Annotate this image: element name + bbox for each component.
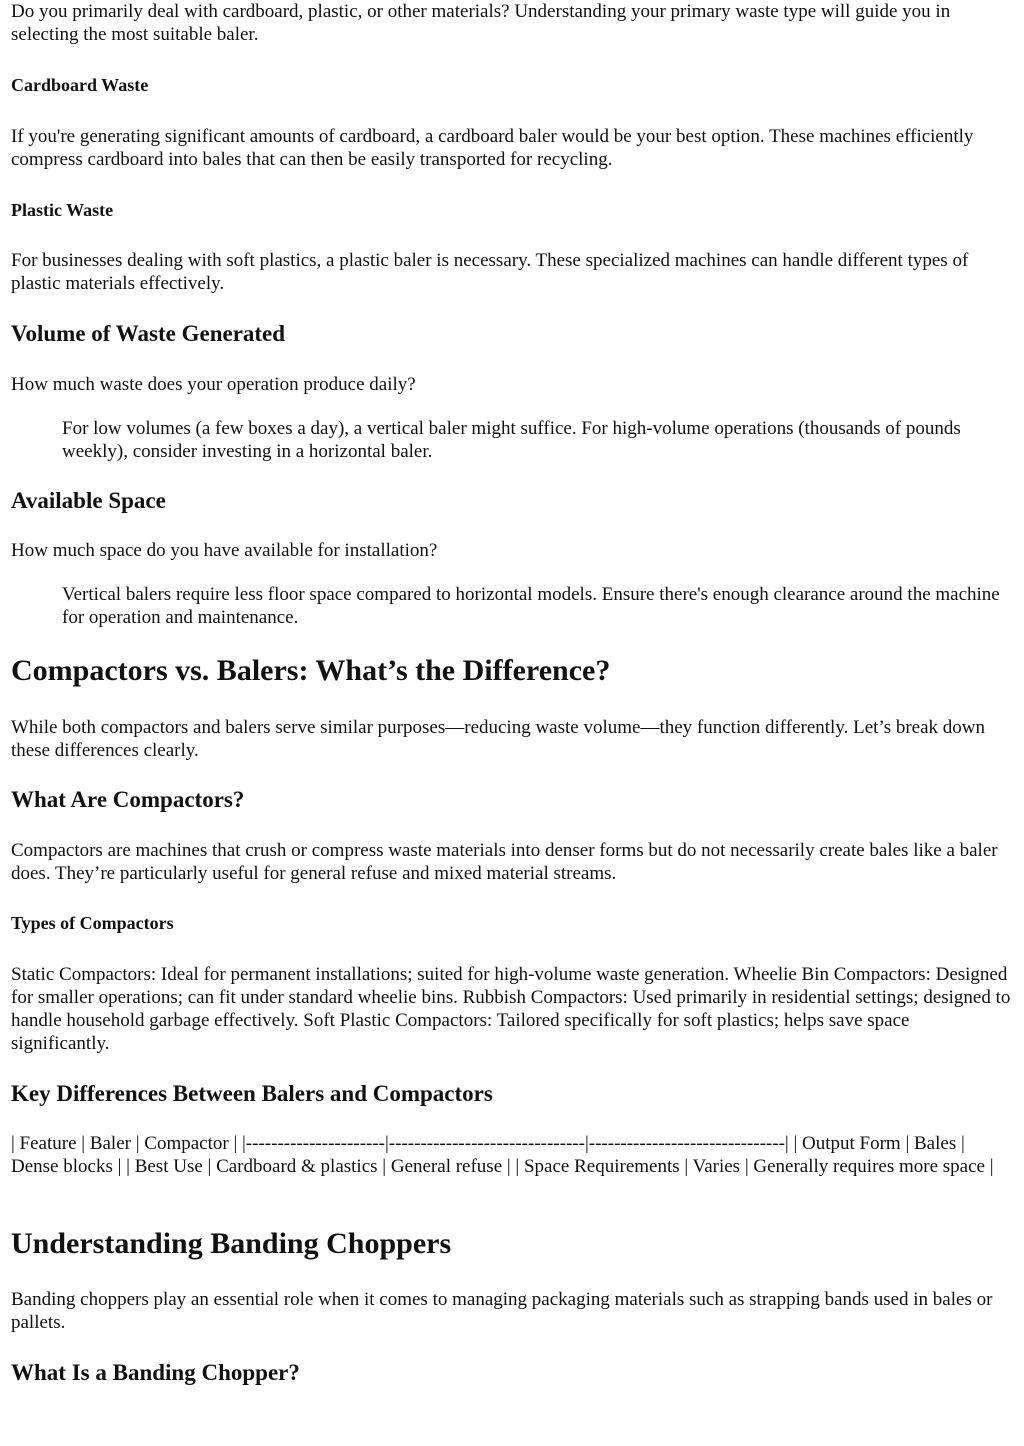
heading-what-are-compactors: What Are Compactors? xyxy=(11,787,245,812)
heading-types-of-compactors: Types of Compactors xyxy=(11,913,174,933)
compactors-paragraph: Compactors are machines that crush or compress waste materials into denser forms but do not necessarily create bales like a baler does. They’re particularly useful for general refuse and mixed material streams. xyxy=(11,840,998,884)
space-question-paragraph: How much space do you have available for installation? xyxy=(11,540,438,561)
heading-cardboard-waste: Cardboard Waste xyxy=(11,75,149,95)
heading-banding-choppers: Understanding Banding Choppers xyxy=(11,1227,452,1260)
heading-key-differences: Key Differences Between Balers and Compactors xyxy=(11,1081,493,1106)
differences-table-text: | Feature | Baler | Compactor | |----------------------|-------------------------------|-------------------------------| | Output Form | Bales | Dense blocks | | Best Use | Cardboard & plastics | General refuse | | Space Requirements | Varies | Generally requires more space | xyxy=(11,1133,994,1177)
heading-compactors-vs-balers: Compactors vs. Balers: What’s the Difference? xyxy=(11,654,611,687)
compactor-types-paragraph: Static Compactors: Ideal for permanent installations; suited for high-volume waste generation. Wheelie Bin Compactors: Designed for smaller operations; can fit under standard wheelie bins. Rubbish Compactors: Used primarily in residential settings; designed to handle household garbage effectively. Soft Plastic Compactors: Tailored specifically for soft plastics; helps save space significantly. xyxy=(11,964,1011,1054)
volume-blockquote: For low volumes (a few boxes a day), a vertical baler might suffice. For high-volume operations (thousands of pounds weekly), consider investing in a horizontal baler. xyxy=(62,418,961,462)
heading-volume-of-waste: Volume of Waste Generated xyxy=(11,321,286,346)
heading-plastic-waste: Plastic Waste xyxy=(11,200,114,220)
compactors-vs-balers-paragraph: While both compactors and balers serve similar purposes—reducing waste volume—they function differently. Let’s break down these differences clearly. xyxy=(11,717,986,761)
plastic-waste-paragraph: For businesses dealing with soft plastics, a plastic baler is necessary. These specialized machines can handle different types of plastic materials effectively. xyxy=(11,250,969,294)
cardboard-waste-paragraph: If you're generating significant amounts of cardboard, a cardboard baler would be your best option. These machines efficiently compress cardboard into bales that can then be easily transported for recycling. xyxy=(11,126,974,170)
banding-choppers-paragraph: Banding choppers play an essential role when it comes to managing packaging materials such as strapping bands used in bales or pallets. xyxy=(11,1289,993,1333)
volume-question-paragraph: How much waste does your operation produce daily? xyxy=(11,374,416,395)
heading-available-space: Available Space xyxy=(11,488,166,513)
space-blockquote: Vertical balers require less floor space compared to horizontal models. Ensure there's enough clearance around the machine for operation and maintenance. xyxy=(62,584,1000,628)
intro-paragraph: Do you primarily deal with cardboard, plastic, or other materials? Understanding your primary waste type will guide you in selecting the most suitable baler. xyxy=(11,1,951,45)
heading-what-is-banding-chopper: What Is a Banding Chopper? xyxy=(11,1360,300,1385)
